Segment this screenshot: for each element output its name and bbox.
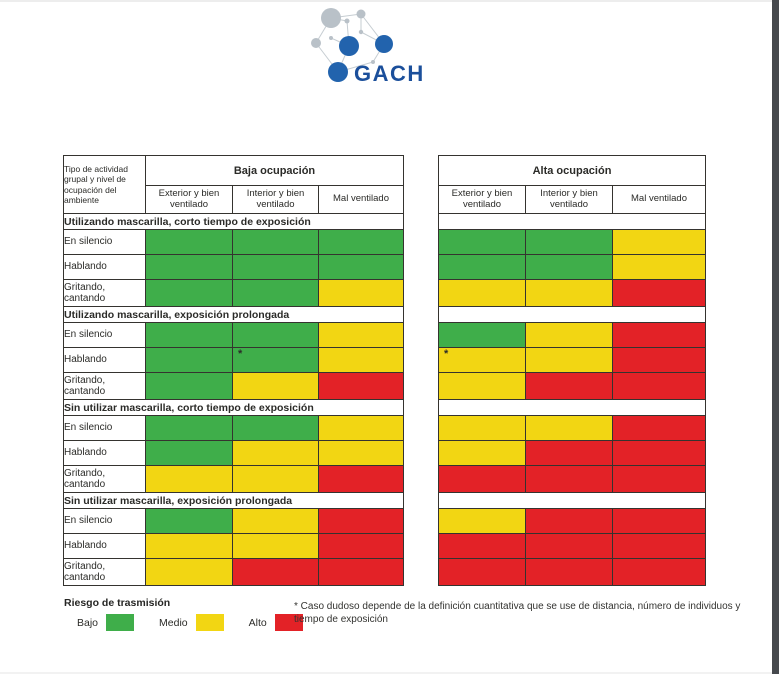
risk-cell-red <box>526 466 613 493</box>
header-row-columns <box>439 186 706 214</box>
risk-cell-green <box>526 255 613 280</box>
risk-cell-red <box>613 373 706 400</box>
risk-cell-yellow <box>233 534 319 559</box>
data-row <box>439 323 706 348</box>
data-row <box>439 466 706 493</box>
risk-cell-yellow <box>439 348 526 373</box>
risk-cell-yellow <box>233 373 319 400</box>
asterisk-mark: * <box>238 348 243 360</box>
risk-cell-yellow <box>233 441 319 466</box>
column-header: Exterior y bien ventilado <box>146 186 233 214</box>
asterisk-mark: * <box>444 348 449 360</box>
risk-cell-red <box>526 509 613 534</box>
risk-cell-green <box>146 348 233 373</box>
group-header: Baja ocupación <box>146 156 404 186</box>
data-row <box>64 348 404 373</box>
row-label: Hablando <box>64 255 146 280</box>
legend-swatch-yellow <box>196 614 224 631</box>
risk-cell-red <box>613 323 706 348</box>
risk-cell-yellow <box>146 466 233 493</box>
section-title: Utilizando mascarilla, corto tiempo de exposición <box>64 214 404 230</box>
risk-cell-yellow <box>526 348 613 373</box>
group-header: Alta ocupación <box>439 156 706 186</box>
risk-cell-yellow <box>319 441 404 466</box>
header-row-group <box>439 156 706 186</box>
column-header: Mal ventilado <box>613 186 706 214</box>
risk-cell-red <box>613 534 706 559</box>
risk-cell-yellow <box>613 255 706 280</box>
risk-cell-green <box>146 230 233 255</box>
data-row <box>439 559 706 586</box>
data-row <box>439 416 706 441</box>
corner-label: Tipo de actividad grupal y nivel de ocupación del ambiente <box>64 156 146 214</box>
section-band-row <box>64 214 404 230</box>
risk-cell-red <box>319 534 404 559</box>
data-row <box>64 441 404 466</box>
section-title: Sin utilizar mascarilla, exposición prolongada <box>64 493 404 509</box>
legend-label: Alto <box>248 616 267 629</box>
risk-cell-yellow <box>319 416 404 441</box>
legend-label: Medio <box>159 616 188 629</box>
risk-cell-green <box>233 323 319 348</box>
risk-matrix <box>63 155 706 586</box>
risk-cell-red <box>613 280 706 307</box>
section-title <box>439 307 706 323</box>
row-label: En silencio <box>64 323 146 348</box>
legend-title: Riesgo de trasmisión <box>64 597 171 609</box>
section-title <box>439 214 706 230</box>
risk-cell-yellow <box>439 509 526 534</box>
risk-cell-yellow <box>319 348 404 373</box>
risk-cell-green <box>146 323 233 348</box>
risk-cell-green <box>233 280 319 307</box>
top-edge-line <box>0 0 779 2</box>
legend-swatch-green <box>106 614 134 631</box>
logo-text: GACH <box>354 61 425 86</box>
risk-cell-yellow <box>439 280 526 307</box>
risk-cell-red <box>613 416 706 441</box>
section-band-row <box>439 493 706 509</box>
risk-cell-yellow <box>439 416 526 441</box>
data-row <box>64 509 404 534</box>
risk-cell-green <box>319 230 404 255</box>
legend-item-yellow <box>159 614 224 631</box>
risk-cell-red <box>526 373 613 400</box>
risk-cell-red <box>439 466 526 493</box>
risk-cell-green <box>146 280 233 307</box>
data-row <box>64 323 404 348</box>
risk-cell-red <box>526 441 613 466</box>
risk-cell-red <box>319 466 404 493</box>
risk-cell-yellow <box>526 323 613 348</box>
risk-cell-red <box>233 559 319 586</box>
column-header: Interior y bien ventilado <box>526 186 613 214</box>
row-label: Gritando, cantando <box>64 559 146 586</box>
header-row-group <box>64 156 404 186</box>
risk-cell-red <box>439 534 526 559</box>
data-row <box>64 466 404 493</box>
risk-cell-green <box>146 441 233 466</box>
row-label: En silencio <box>64 416 146 441</box>
risk-cell-green <box>439 255 526 280</box>
risk-cell-red <box>319 509 404 534</box>
section-title <box>439 493 706 509</box>
risk-cell-red <box>319 373 404 400</box>
risk-cell-yellow <box>233 509 319 534</box>
risk-cell-red <box>613 509 706 534</box>
data-row <box>439 230 706 255</box>
section-band-row <box>64 493 404 509</box>
section-title <box>439 400 706 416</box>
risk-cell-yellow <box>439 441 526 466</box>
row-label: Gritando, cantando <box>64 280 146 307</box>
row-label: Hablando <box>64 348 146 373</box>
risk-cell-yellow <box>613 230 706 255</box>
baja-ocupacion-table <box>63 155 404 586</box>
risk-cell-yellow <box>526 280 613 307</box>
legend-label: Bajo <box>77 616 99 629</box>
data-row <box>439 534 706 559</box>
risk-cell-red <box>526 534 613 559</box>
risk-cell-green <box>146 416 233 441</box>
risk-cell-green <box>526 230 613 255</box>
data-row <box>439 280 706 307</box>
data-row <box>439 441 706 466</box>
data-row <box>439 373 706 400</box>
data-row <box>64 559 404 586</box>
row-label: Gritando, cantando <box>64 373 146 400</box>
data-row <box>64 255 404 280</box>
legend-item-green <box>77 614 134 631</box>
risk-cell-green <box>233 255 319 280</box>
risk-cell-yellow <box>146 559 233 586</box>
risk-cell-yellow <box>439 373 526 400</box>
data-row <box>439 348 706 373</box>
data-row <box>64 373 404 400</box>
row-label: En silencio <box>64 509 146 534</box>
risk-cell-red <box>613 559 706 586</box>
risk-cell-green <box>146 373 233 400</box>
gach-logo <box>298 4 473 100</box>
risk-cell-yellow <box>233 466 319 493</box>
section-band-row <box>64 307 404 323</box>
column-header: Interior y bien ventilado <box>233 186 319 214</box>
alta-ocupacion-table <box>438 155 706 586</box>
risk-cell-red <box>319 559 404 586</box>
section-band-row <box>439 400 706 416</box>
column-header: Exterior y bien ventilado <box>439 186 526 214</box>
row-label: Gritando, cantando <box>64 466 146 493</box>
footnote: * Caso dudoso depende de la definición cuantitativa que se use de distancia, número de individuos y tiempo de exposición <box>294 601 741 625</box>
risk-cell-yellow <box>526 416 613 441</box>
column-header: Mal ventilado <box>319 186 404 214</box>
risk-cell-red <box>613 348 706 373</box>
risk-cell-red <box>439 559 526 586</box>
risk-cell-red <box>613 441 706 466</box>
data-row <box>64 416 404 441</box>
risk-cell-green <box>319 255 404 280</box>
data-row <box>64 230 404 255</box>
risk-cell-green <box>146 255 233 280</box>
section-title: Utilizando mascarilla, exposición prolongada <box>64 307 404 323</box>
molecule-network-icon <box>298 4 473 100</box>
risk-cell-green <box>233 416 319 441</box>
data-row <box>64 280 404 307</box>
data-row <box>439 509 706 534</box>
risk-cell-green <box>233 230 319 255</box>
legend-items <box>77 614 328 631</box>
risk-cell-green <box>439 323 526 348</box>
risk-cell-red <box>613 466 706 493</box>
section-band-row <box>64 400 404 416</box>
risk-cell-yellow <box>319 280 404 307</box>
risk-cell-green <box>233 348 319 373</box>
data-row <box>64 534 404 559</box>
section-title: Sin utilizar mascarilla, corto tiempo de exposición <box>64 400 404 416</box>
row-label: Hablando <box>64 441 146 466</box>
risk-cell-red <box>526 559 613 586</box>
risk-cell-yellow <box>146 534 233 559</box>
section-band-row <box>439 214 706 230</box>
data-row <box>439 255 706 280</box>
legend <box>64 597 328 631</box>
risk-cell-yellow <box>319 323 404 348</box>
risk-cell-green <box>146 509 233 534</box>
section-band-row <box>439 307 706 323</box>
risk-cell-green <box>439 230 526 255</box>
row-label: Hablando <box>64 534 146 559</box>
scrollbar[interactable] <box>772 0 779 674</box>
row-label: En silencio <box>64 230 146 255</box>
